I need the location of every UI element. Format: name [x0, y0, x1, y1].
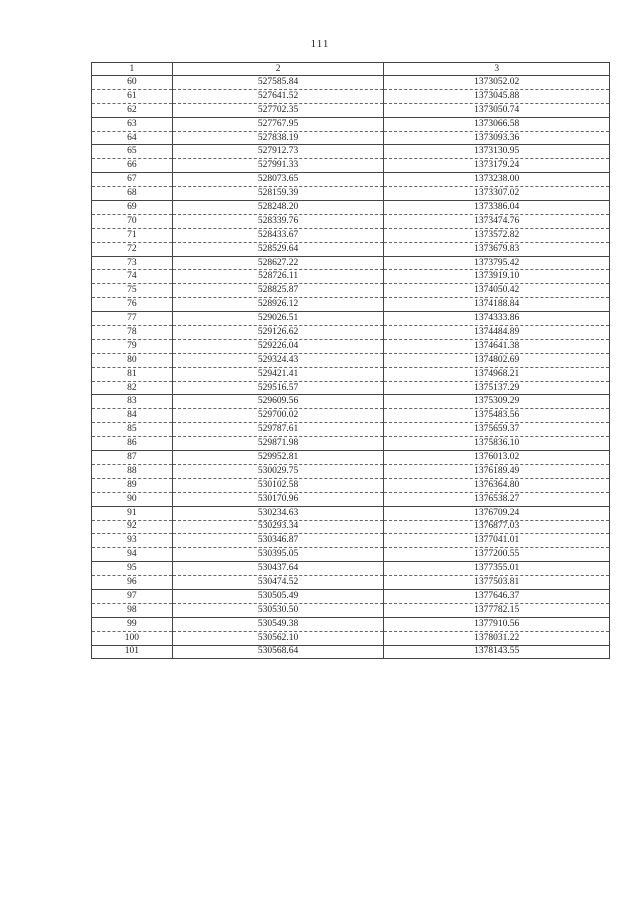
y-coordinate-cell: 1374484.89 [384, 326, 610, 340]
point-number-cell: 87 [92, 451, 173, 465]
table-row [92, 437, 610, 451]
point-number-cell: 92 [92, 520, 173, 534]
y-coordinate-cell: 1373093.36 [384, 131, 610, 145]
y-coordinate-cell: 1377910.56 [384, 617, 610, 631]
table-row [92, 603, 610, 617]
x-coordinate-cell: 530170.96 [172, 492, 384, 506]
point-number-cell: 84 [92, 409, 173, 423]
table-row [92, 298, 610, 312]
y-coordinate-cell: 1374968.21 [384, 367, 610, 381]
y-coordinate-cell: 1374050.42 [384, 284, 610, 298]
y-coordinate-cell: 1375137.29 [384, 381, 610, 395]
x-coordinate-cell: 528627.22 [172, 256, 384, 270]
point-number-cell: 98 [92, 603, 173, 617]
table-body [92, 76, 610, 659]
x-coordinate-cell: 528529.64 [172, 242, 384, 256]
table-row [92, 256, 610, 270]
x-coordinate-cell: 528073.65 [172, 173, 384, 187]
table-row [92, 159, 610, 173]
table-row [92, 242, 610, 256]
x-coordinate-cell: 529226.04 [172, 339, 384, 353]
y-coordinate-cell: 1373052.02 [384, 76, 610, 90]
table-row [92, 589, 610, 603]
point-number-cell: 76 [92, 298, 173, 312]
y-coordinate-cell: 1373307.02 [384, 187, 610, 201]
y-coordinate-cell: 1374333.86 [384, 312, 610, 326]
table-row [92, 576, 610, 590]
point-number-cell: 88 [92, 464, 173, 478]
x-coordinate-cell: 529516.57 [172, 381, 384, 395]
header-row [92, 63, 610, 76]
x-coordinate-cell: 527767.95 [172, 117, 384, 131]
table-row [92, 645, 610, 659]
point-number-cell: 93 [92, 534, 173, 548]
point-number-cell: 81 [92, 367, 173, 381]
x-coordinate-cell: 530568.64 [172, 645, 384, 659]
y-coordinate-cell: 1374802.69 [384, 353, 610, 367]
point-number-cell: 80 [92, 353, 173, 367]
y-coordinate-cell: 1373572.82 [384, 228, 610, 242]
table-row [92, 423, 610, 437]
x-coordinate-cell: 529126.62 [172, 326, 384, 340]
x-coordinate-cell: 530562.10 [172, 631, 384, 645]
x-coordinate-cell: 527702.35 [172, 103, 384, 117]
y-coordinate-cell: 1373050.74 [384, 103, 610, 117]
x-coordinate-cell: 527991.33 [172, 159, 384, 173]
table-row [92, 89, 610, 103]
x-coordinate-cell: 530346.87 [172, 534, 384, 548]
x-coordinate-cell: 529609.56 [172, 395, 384, 409]
x-coordinate-cell: 528339.76 [172, 214, 384, 228]
y-coordinate-cell: 1373474.76 [384, 214, 610, 228]
x-coordinate-cell: 530530.50 [172, 603, 384, 617]
table-row [92, 506, 610, 520]
table-row [92, 548, 610, 562]
point-number-cell: 96 [92, 576, 173, 590]
x-coordinate-cell: 528433.67 [172, 228, 384, 242]
x-coordinate-cell: 528825.87 [172, 284, 384, 298]
table-row [92, 228, 610, 242]
point-number-cell: 71 [92, 228, 173, 242]
y-coordinate-cell: 1378143.55 [384, 645, 610, 659]
x-coordinate-cell: 528159.39 [172, 187, 384, 201]
table-row [92, 326, 610, 340]
point-number-cell: 65 [92, 145, 173, 159]
table-row [92, 76, 610, 90]
point-number-cell: 95 [92, 562, 173, 576]
table-row [92, 339, 610, 353]
point-number-cell: 91 [92, 506, 173, 520]
y-coordinate-cell: 1373179.24 [384, 159, 610, 173]
x-coordinate-cell: 529421.41 [172, 367, 384, 381]
point-number-cell: 61 [92, 89, 173, 103]
point-number-cell: 86 [92, 437, 173, 451]
y-coordinate-cell: 1374641.38 [384, 339, 610, 353]
point-number-cell: 90 [92, 492, 173, 506]
point-number-cell: 94 [92, 548, 173, 562]
y-coordinate-cell: 1376709.24 [384, 506, 610, 520]
page-number: 111 [310, 38, 330, 50]
table-row [92, 617, 610, 631]
point-number-cell: 60 [92, 76, 173, 90]
point-number-cell: 82 [92, 381, 173, 395]
y-coordinate-cell: 1373066.58 [384, 117, 610, 131]
y-coordinate-cell: 1377782.15 [384, 603, 610, 617]
x-coordinate-cell: 528926.12 [172, 298, 384, 312]
x-coordinate-cell: 529324.43 [172, 353, 384, 367]
point-number-cell: 66 [92, 159, 173, 173]
point-number-cell: 75 [92, 284, 173, 298]
x-coordinate-cell: 527585.84 [172, 76, 384, 90]
x-coordinate-cell: 529952.81 [172, 451, 384, 465]
table-row [92, 381, 610, 395]
table-row [92, 562, 610, 576]
y-coordinate-cell: 1376877.03 [384, 520, 610, 534]
x-coordinate-cell: 527912.73 [172, 145, 384, 159]
point-number-cell: 100 [92, 631, 173, 645]
point-number-cell: 73 [92, 256, 173, 270]
y-coordinate-cell: 1373238.00 [384, 173, 610, 187]
table-row [92, 409, 610, 423]
x-coordinate-cell: 530505.49 [172, 589, 384, 603]
x-coordinate-cell: 530029.75 [172, 464, 384, 478]
y-coordinate-cell: 1373795.42 [384, 256, 610, 270]
x-coordinate-cell: 528248.20 [172, 201, 384, 215]
table-row [92, 478, 610, 492]
table-row [92, 312, 610, 326]
point-number-cell: 68 [92, 187, 173, 201]
x-coordinate-cell: 529026.51 [172, 312, 384, 326]
y-coordinate-cell: 1373679.83 [384, 242, 610, 256]
x-coordinate-cell: 530395.05 [172, 548, 384, 562]
table-row [92, 451, 610, 465]
point-number-cell: 63 [92, 117, 173, 131]
y-coordinate-cell: 1377200.55 [384, 548, 610, 562]
y-coordinate-cell: 1376364.80 [384, 478, 610, 492]
point-number-cell: 99 [92, 617, 173, 631]
column-header-2: 2 [172, 63, 384, 76]
point-number-cell: 77 [92, 312, 173, 326]
y-coordinate-cell: 1375659.37 [384, 423, 610, 437]
table-row [92, 117, 610, 131]
point-number-cell: 64 [92, 131, 173, 145]
table-row [92, 534, 610, 548]
y-coordinate-cell: 1375836.10 [384, 437, 610, 451]
point-number-cell: 74 [92, 270, 173, 284]
table-row [92, 214, 610, 228]
table-row [92, 367, 610, 381]
x-coordinate-cell: 530474.52 [172, 576, 384, 590]
table-row [92, 492, 610, 506]
table-row [92, 284, 610, 298]
point-number-cell: 79 [92, 339, 173, 353]
point-number-cell: 67 [92, 173, 173, 187]
x-coordinate-cell: 530549.38 [172, 617, 384, 631]
x-coordinate-cell: 530293.34 [172, 520, 384, 534]
table-row [92, 353, 610, 367]
table-row [92, 187, 610, 201]
table-row [92, 520, 610, 534]
x-coordinate-cell: 527641.52 [172, 89, 384, 103]
column-header-1: 1 [92, 63, 173, 76]
x-coordinate-cell: 528726.11 [172, 270, 384, 284]
point-number-cell: 78 [92, 326, 173, 340]
point-number-cell: 85 [92, 423, 173, 437]
coordinates-table [91, 62, 610, 659]
x-coordinate-cell: 530437.64 [172, 562, 384, 576]
point-number-cell: 69 [92, 201, 173, 215]
y-coordinate-cell: 1376538.27 [384, 492, 610, 506]
table-row [92, 103, 610, 117]
x-coordinate-cell: 527838.19 [172, 131, 384, 145]
y-coordinate-cell: 1373919.10 [384, 270, 610, 284]
x-coordinate-cell: 529700.02 [172, 409, 384, 423]
point-number-cell: 83 [92, 395, 173, 409]
point-number-cell: 62 [92, 103, 173, 117]
y-coordinate-cell: 1377503.81 [384, 576, 610, 590]
table-row [92, 131, 610, 145]
y-coordinate-cell: 1377041.01 [384, 534, 610, 548]
y-coordinate-cell: 1377355.01 [384, 562, 610, 576]
point-number-cell: 89 [92, 478, 173, 492]
y-coordinate-cell: 1376189.49 [384, 464, 610, 478]
x-coordinate-cell: 529787.61 [172, 423, 384, 437]
table-row [92, 631, 610, 645]
table-row [92, 464, 610, 478]
table-header [92, 63, 610, 76]
point-number-cell: 70 [92, 214, 173, 228]
y-coordinate-cell: 1373130.95 [384, 145, 610, 159]
x-coordinate-cell: 530234.63 [172, 506, 384, 520]
y-coordinate-cell: 1375483.56 [384, 409, 610, 423]
y-coordinate-cell: 1373045.88 [384, 89, 610, 103]
y-coordinate-cell: 1374188.84 [384, 298, 610, 312]
column-header-3: 3 [384, 63, 610, 76]
point-number-cell: 72 [92, 242, 173, 256]
table-row [92, 395, 610, 409]
y-coordinate-cell: 1375309.29 [384, 395, 610, 409]
point-number-cell: 97 [92, 589, 173, 603]
table-row [92, 270, 610, 284]
y-coordinate-cell: 1376013.02 [384, 451, 610, 465]
table-row [92, 145, 610, 159]
y-coordinate-cell: 1378031.22 [384, 631, 610, 645]
x-coordinate-cell: 530102.58 [172, 478, 384, 492]
x-coordinate-cell: 529871.98 [172, 437, 384, 451]
point-number-cell: 101 [92, 645, 173, 659]
y-coordinate-cell: 1377646.37 [384, 589, 610, 603]
table-row [92, 201, 610, 215]
table-row [92, 173, 610, 187]
y-coordinate-cell: 1373386.04 [384, 201, 610, 215]
